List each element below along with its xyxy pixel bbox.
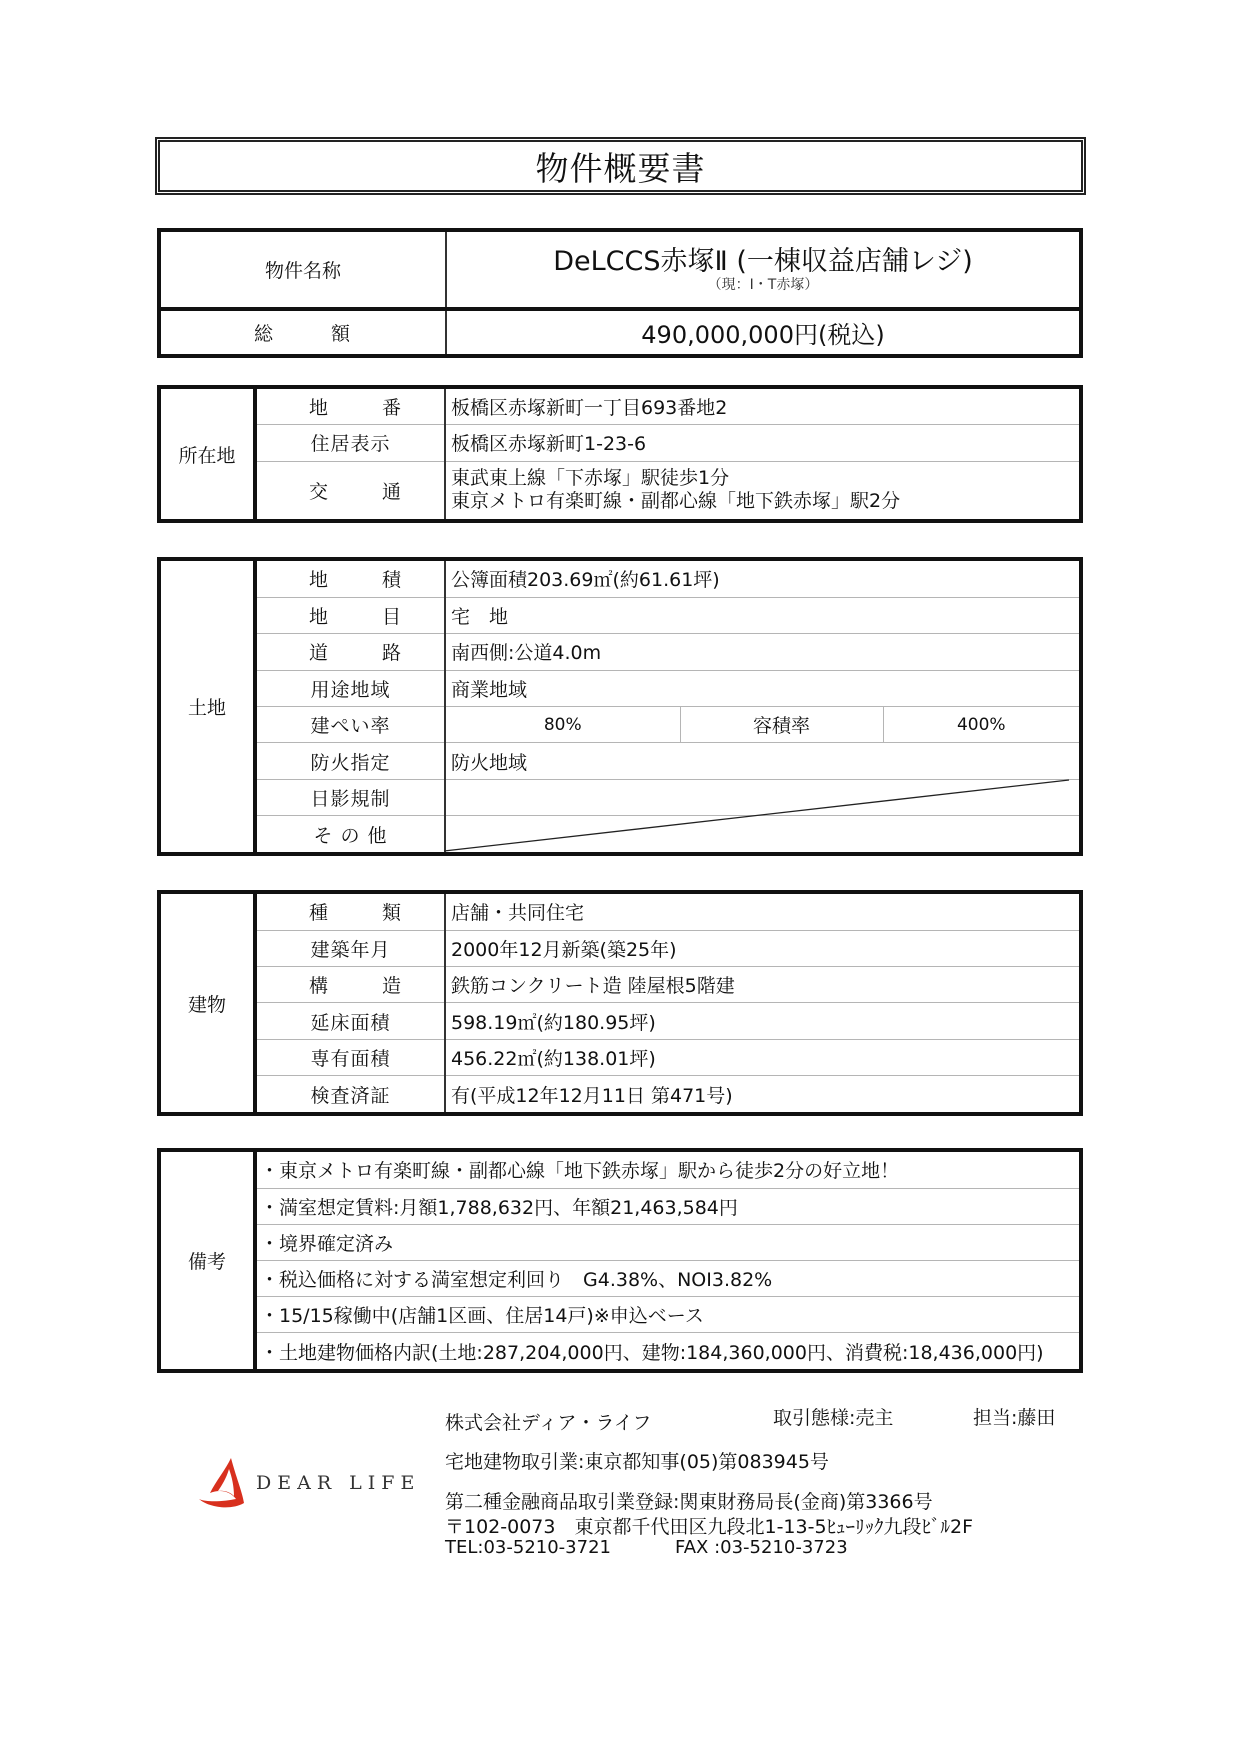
logo-text: DEAR LIFE [256, 1472, 421, 1494]
location-row-transport [159, 461, 1081, 521]
transaction-type: 取引態様:売主 [773, 1407, 894, 1429]
building-row [159, 892, 1081, 930]
building-row [159, 1039, 1081, 1075]
row-label: 検査済証 [255, 1076, 445, 1114]
total-floor-area-value: 598.19㎡(約180.95坪) [445, 1003, 1081, 1039]
fire-zone-value: 防火地域 [445, 743, 1081, 779]
row-label: そ の 他 [255, 816, 445, 854]
row-label-part: 構 [309, 975, 330, 998]
address-value: 板橋区赤塚新町1-23-6 [445, 424, 1081, 461]
phone-number: TEL:03-5210-3721 [445, 1537, 611, 1558]
company-address: 〒102-0073 東京都千代田区九段北1-13-5ﾋｭｰﾘｯｸ九段ﾋﾞﾙ2F [445, 1516, 974, 1538]
transport-line-1: 東武東上線「下赤塚」駅徒歩1分 [451, 467, 730, 490]
zoning-value: 商業地域 [445, 670, 1081, 706]
logo-flame-icon [196, 1455, 256, 1515]
property-name-cell [446, 230, 1081, 309]
remark-row [159, 1150, 1081, 1188]
remark-row [159, 1297, 1081, 1333]
exclusive-area-value: 456.22㎡(約138.01坪) [445, 1039, 1081, 1075]
row-label [255, 892, 445, 930]
inspection-certificate-value: 有(平成12年12月11日 第471号) [445, 1076, 1081, 1114]
row-label: 住居表示 [255, 424, 445, 461]
land-table-wrap [157, 557, 1083, 856]
row-label-part: 番 [381, 396, 402, 419]
staff-name: 担当:藤田 [973, 1407, 1056, 1429]
row-label-part: 種 [309, 902, 330, 925]
row-label-part: 交 [309, 480, 330, 503]
remark-row [159, 1224, 1081, 1260]
remarks-group-label: 備考 [159, 1150, 255, 1371]
remark-item: ・東京メトロ有楽町線・副都心線「地下鉄赤塚」駅から徒歩2分の好立地！ [260, 1160, 900, 1183]
row-label-part: 目 [381, 606, 402, 629]
land-category-value: 宅 地 [445, 597, 1081, 633]
row-label: 用途地域 [255, 670, 445, 706]
property-current-name: （現：I・T赤塚） [707, 276, 819, 293]
property-header-table [157, 228, 1083, 358]
coverage-ratio-value: 80% [445, 706, 680, 742]
property-name: DeLCCS赤塚Ⅱ (一棟収益店舗レジ) [553, 245, 973, 277]
location-row-address [159, 424, 1081, 461]
row-label-part: 地 [309, 606, 330, 629]
building-row [159, 1076, 1081, 1114]
land-group-label: 土地 [159, 559, 255, 854]
transport-value [445, 461, 1081, 521]
row-label: 建ぺい率 [255, 706, 445, 742]
total-price-label [159, 309, 446, 356]
company-name: 株式会社ディア・ライフ [445, 1412, 652, 1434]
building-row [159, 967, 1081, 1003]
total-price-label-2: 額 [330, 323, 350, 345]
location-row-lot [159, 387, 1081, 424]
structure-value: 鉄筋コンクリート造 陸屋根5階建 [445, 967, 1081, 1003]
built-date-value: 2000年12月新築(築25年) [445, 930, 1081, 966]
remark-item: ・土地建物価格内訳(土地:287,204,000円、建物:184,360,000円、消費税:18,436,000円) [255, 1333, 1081, 1371]
land-area-value: 公簿面積203.69㎡(約61.61坪) [451, 569, 720, 592]
row-label-part: 地 [309, 396, 330, 419]
row-label: 専有面積 [255, 1039, 445, 1075]
property-name-label: 物件名称 [159, 230, 446, 309]
remark-item: ・境界確定済み [255, 1224, 1081, 1260]
location-group-label: 所在地 [159, 387, 255, 521]
row-label-part: 路 [381, 642, 402, 665]
remark-row [159, 1260, 1081, 1296]
building-table [157, 890, 1083, 1116]
building-group-label: 建物 [159, 892, 255, 1114]
row-label-part: 類 [381, 902, 402, 925]
property-name-row [159, 230, 1081, 309]
company-logo [196, 1455, 421, 1515]
row-label-part: 道 [309, 642, 330, 665]
total-price-label-1: 総 [254, 323, 274, 345]
row-label [255, 461, 445, 521]
document-title: 物件概要書 [535, 148, 706, 188]
row-label-part: 通 [381, 480, 402, 503]
not-applicable-diagonal-line [157, 557, 1083, 856]
location-table [157, 385, 1083, 523]
remark-item: ・満室想定賃料:月額1,788,632円、年額21,463,584円 [255, 1188, 1081, 1224]
remark-item: ・15/15稼働中(店舗1区画、住居14戸)※申込ベース [255, 1297, 1081, 1333]
row-label: 建築年月 [255, 930, 445, 966]
total-price-row [159, 309, 1081, 356]
row-label [255, 967, 445, 1003]
financial-license: 第二種金融商品取引業登録:関東財務局長(金商)第3366号 [445, 1491, 933, 1513]
row-label: 延床面積 [255, 1003, 445, 1039]
real-estate-license: 宅地建物取引業:東京都知事(05)第083945号 [445, 1451, 829, 1473]
floor-area-ratio-label: 容積率 [680, 706, 883, 742]
remark-item: ・税込価格に対する満室想定利回り G4.38%、NOI3.82% [255, 1260, 1081, 1296]
row-label-part: 地 [309, 569, 330, 592]
road-value: 南西側:公道4.0m [445, 634, 1081, 670]
document-title-box [155, 137, 1086, 195]
row-label-part: 積 [381, 569, 402, 592]
building-type-value: 店舗・共同住宅 [451, 902, 585, 925]
lot-number-value: 板橋区赤塚新町一丁目693番地2 [451, 396, 728, 419]
remark-row [159, 1188, 1081, 1224]
transport-line-2: 東京メトロ有楽町線・副都心線「地下鉄赤塚」駅2分 [451, 490, 901, 513]
row-label: 日影規制 [255, 779, 445, 815]
remark-row [159, 1333, 1081, 1371]
total-price-value: 490,000,000円(税込) [446, 309, 1081, 356]
building-row [159, 930, 1081, 966]
row-label: 防火指定 [255, 743, 445, 779]
row-label-part: 造 [381, 975, 402, 998]
floor-area-ratio-value: 400% [883, 706, 1081, 742]
row-label [255, 387, 445, 424]
building-row [159, 1003, 1081, 1039]
remarks-table [157, 1148, 1083, 1373]
fax-number: FAX :03-5210-3723 [675, 1537, 848, 1558]
